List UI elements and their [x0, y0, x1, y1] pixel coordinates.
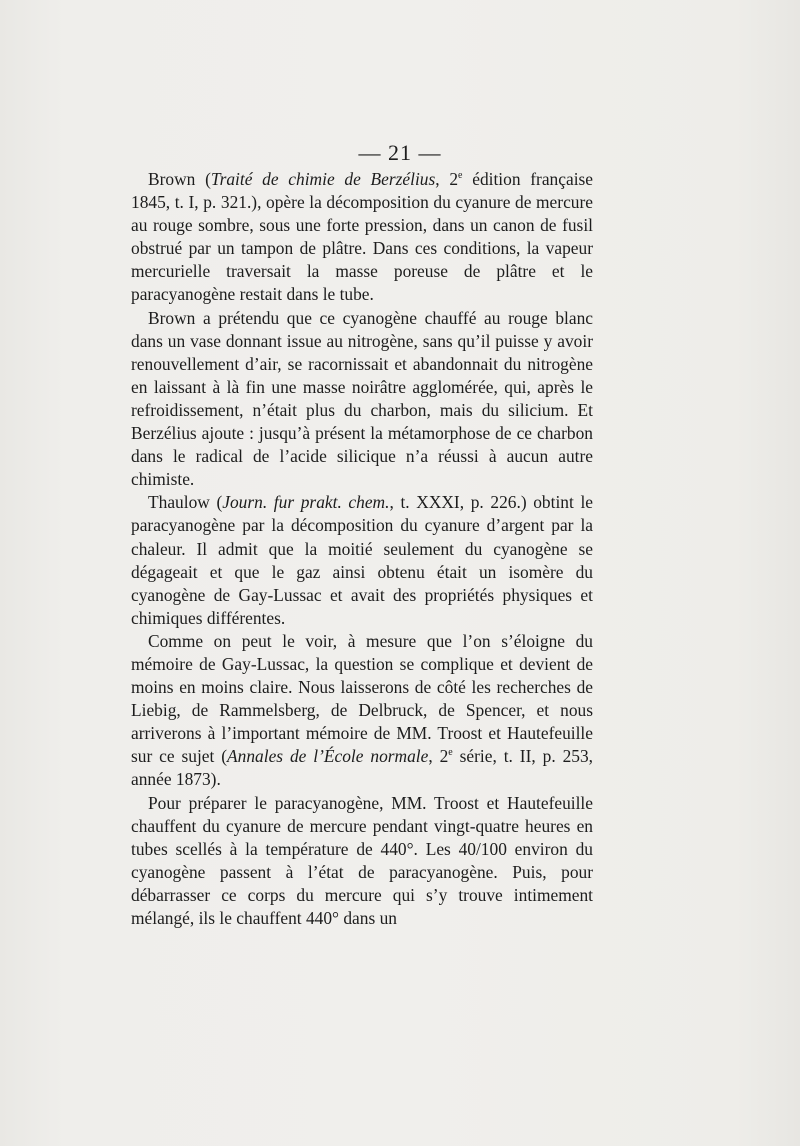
text-run: édition française 1845, t. I, p. 321.), opère la décomposition du cyanure de mercure au rouge sombre, sous une forte pression, dans un canon de fusil obstrué par un tampon de plâtre. Dans ces conditions, la vapeur mercurielle traversait la masse poreuse de plâtre et le paracyanogène restait dans le tube.	[131, 169, 594, 305]
page-number: — 21 —	[358, 140, 442, 165]
paragraph	[131, 307, 593, 492]
italic-text-run: Traité de chimie de Berzélius	[210, 169, 436, 189]
paragraph	[131, 630, 593, 792]
superscript: e	[448, 747, 453, 759]
paragraph	[131, 792, 593, 931]
text-run: , 2	[428, 746, 449, 767]
text-run: série, t. II, p. 253, année 1873).	[131, 746, 593, 790]
text-run: Thaulow (	[148, 492, 223, 513]
italic-text-run: Journ. fur prakt. chem.	[222, 492, 390, 513]
text-run: , t. XXXI, p. 226.) obtint le paracyanogène par la décomposition du cyanure d’argent par la chaleur. Il admit que la moitié seulement du cyanogène se dégageait et que le gaz ainsi obtenu était un isomère du cyanogène de Gay-Lussac et avait des propriétés physiques et chimiques différentes.	[131, 492, 594, 628]
text-run: , 2	[435, 169, 459, 189]
text-run: Brown (	[148, 169, 211, 189]
superscript: e	[458, 170, 463, 182]
text-run: Pour préparer le paracyanogène, MM. Troost et Hautefeuille chauffent du cyanure de mercure pendant vingt-quatre heures en tubes scellés à la température de 440°. Les 40/100 environ du cyanogène passent à l’état de paracyanogène. Puis, pour débarrasser ce corps du mercure qui s’y trouve intimement mélangé, ils le chauffent 440° dans un	[131, 792, 593, 928]
text-run: Comme on peut le voir, à mesure que l’on s’éloigne du mémoire de Gay-Lussac, la question se complique et devient de moins en moins claire. Nous laisserons de côté les recherches de Liebig, de Rammelsberg, de Delbruck, de Spencer, et nous arriverons à l’important mémoire de MM. Troost et Hautefeuille sur ce sujet (	[131, 630, 593, 767]
paragraph	[131, 491, 593, 630]
text-run: Brown a prétendu que ce cyanogène chauffé au rouge blanc dans un vase donnant issue au nitrogène, sans qu’il puisse y avoir renouvellement d’air, se racornissait et abandonnait du nitrogène en laissant à là fin une masse noirâtre agglomérée, qui, après le refroidissement, n’était plus du charbon, mais du silicium. Et Berzélius ajoute : jusqu’à présent la métamorphose de ce charbon dans le radical de l’acide silicique n’a réussi à aucun autre chimiste.	[131, 307, 593, 490]
body-text	[131, 168, 593, 930]
italic-text-run: Annales de l’École normale	[227, 746, 429, 767]
paragraph	[131, 168, 593, 307]
